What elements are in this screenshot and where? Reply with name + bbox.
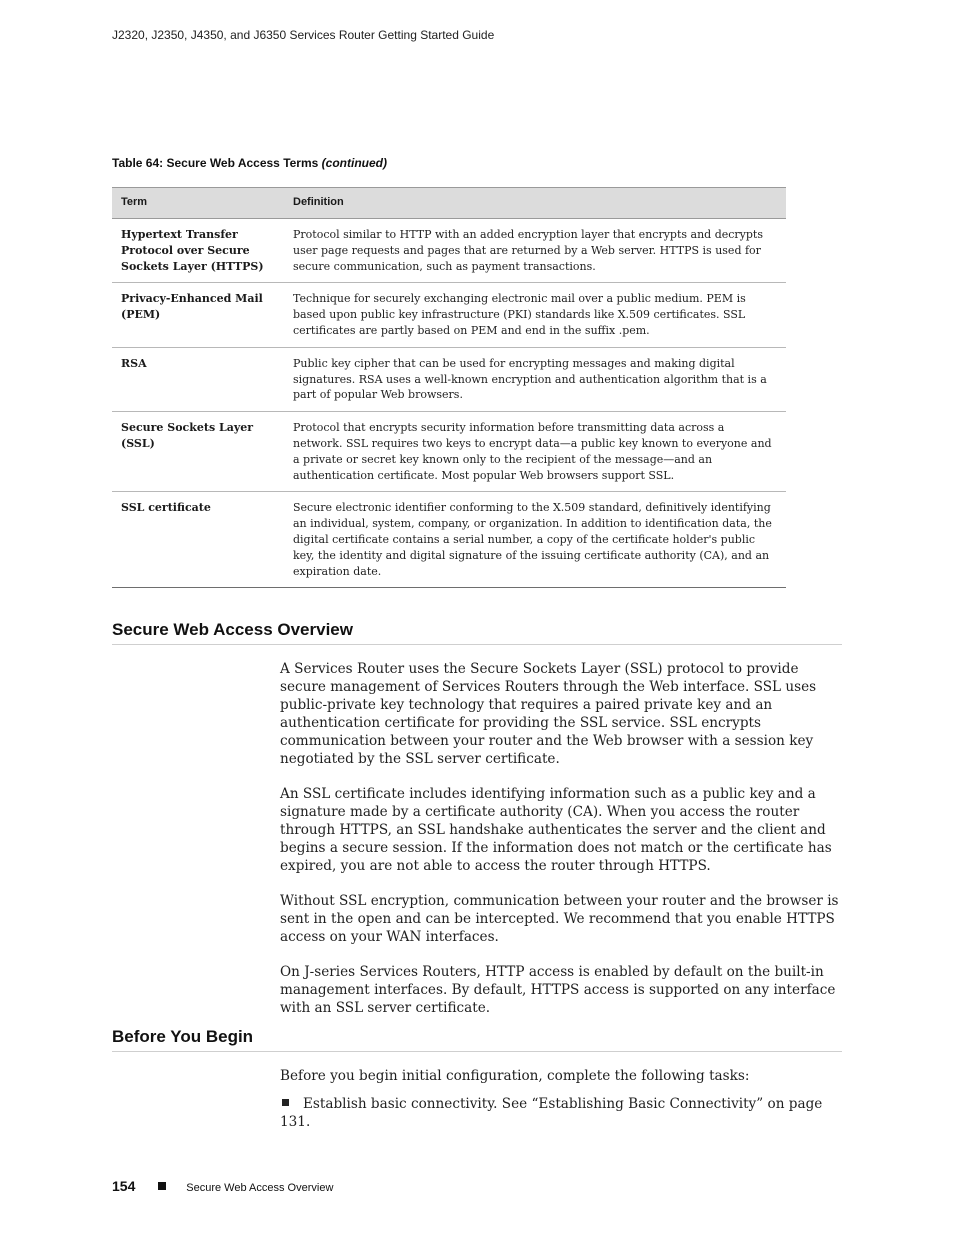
table-caption-suffix: (continued) [321,156,387,170]
table-row [112,283,786,347]
page-footer [112,1178,333,1196]
table-row [112,219,786,283]
footer-square-icon [158,1182,166,1190]
bullet-text: Establish basic connectivity. See “Establishing Basic Connectivity” on page 131. [280,1096,823,1130]
definition-cell: Protocol similar to HTTP with an added encryption layer that encrypts and decrypts user page requests and pages that are returned by a Web server. HTTPS is used for secure communication, such as payment transactions. [284,219,786,283]
table-caption [112,156,387,170]
table-row [112,492,786,588]
page-number: 154 [112,1178,136,1194]
definition-cell: Technique for securely exchanging electronic mail over a public medium. PEM is based upon public key infrastructure (PKI) standards like X.509 certificates. SSL certificates are partly based on PEM and end in the suffix .pem. [284,283,786,347]
paragraph: A Services Router uses the Secure Sockets Layer (SSL) protocol to provide secure management of Services Routers through the Web interface. SSL uses public-private key technology that requires a paired private key and an authentication certificate for providing the SSL service. SSL encrypts communication between your router and the Web browser with a session key negotiated by the SSL server certificate. [280,661,817,767]
table-row [112,412,786,492]
paragraph: Without SSL encryption, communication between your router and the browser is sent in the open and can be intercepted. We recommend that you enable HTTPS access on your WAN interfaces. [280,893,839,945]
term-cell: Hypertext Transfer Protocol over Secure Sockets Layer (HTTPS) [112,219,284,283]
definition-cell: Secure electronic identifier conforming to the X.509 standard, definitively identifying an individual, system, company, or organization. In addition to identification data, the digital certificate contains a serial number, a copy of the certificate holder's public key, the identity and digital signature of the issuing certificate authority (CA), and an expiration date. [284,492,786,588]
column-header-term: Term [112,188,284,219]
overview-body [280,660,844,1034]
definition-cell: Protocol that encrypts security information before transmitting data across a network. SSL requires two keys to encrypt data—a public key known to everyone and a private or secret key known only to the recipient of the message—and an authentication certificate. Most popular Web browsers support SSL. [284,412,786,492]
term-cell: SSL certificate [112,492,284,588]
table-row [112,347,786,411]
definition-cell: Public key cipher that can be used for encrypting messages and making digital signatures. RSA uses a well-known encryption and authentication algorithm that is a part of popular Web browsers. [284,347,786,411]
paragraph: On J-series Services Routers, HTTP access is enabled by default on the built-in management interfaces. By default, HTTPS access is supported on any interface with an SSL server certificate. [280,964,836,1016]
terms-table [112,187,786,588]
before-begin-intro: Before you begin initial configuration, complete the following tasks: [280,1068,750,1084]
bullet-square-icon [282,1099,289,1106]
table-header-row [112,188,786,219]
table-caption-title: Table 64: Secure Web Access Terms [112,156,319,170]
running-header: J2320, J2350, J4350, and J6350 Services Router Getting Started Guide [112,28,495,42]
section-heading-overview: Secure Web Access Overview [112,620,842,645]
term-cell: Privacy-Enhanced Mail (PEM) [112,283,284,347]
bullet-item [280,1095,850,1131]
section-heading-before-you-begin: Before You Begin [112,1027,842,1052]
paragraph: An SSL certificate includes identifying information such as a public key and a signature made by a certificate authority (CA). When you access the router through HTTPS, an SSL handshake authenticates the server and the client and begins a secure session. If the information does not match or the certificate has expired, you are not able to access the router through HTTPS. [280,786,832,874]
column-header-definition: Definition [284,188,786,219]
term-cell: RSA [112,347,284,411]
footer-section-title: Secure Web Access Overview [186,1182,334,1194]
term-cell: Secure Sockets Layer (SSL) [112,412,284,492]
